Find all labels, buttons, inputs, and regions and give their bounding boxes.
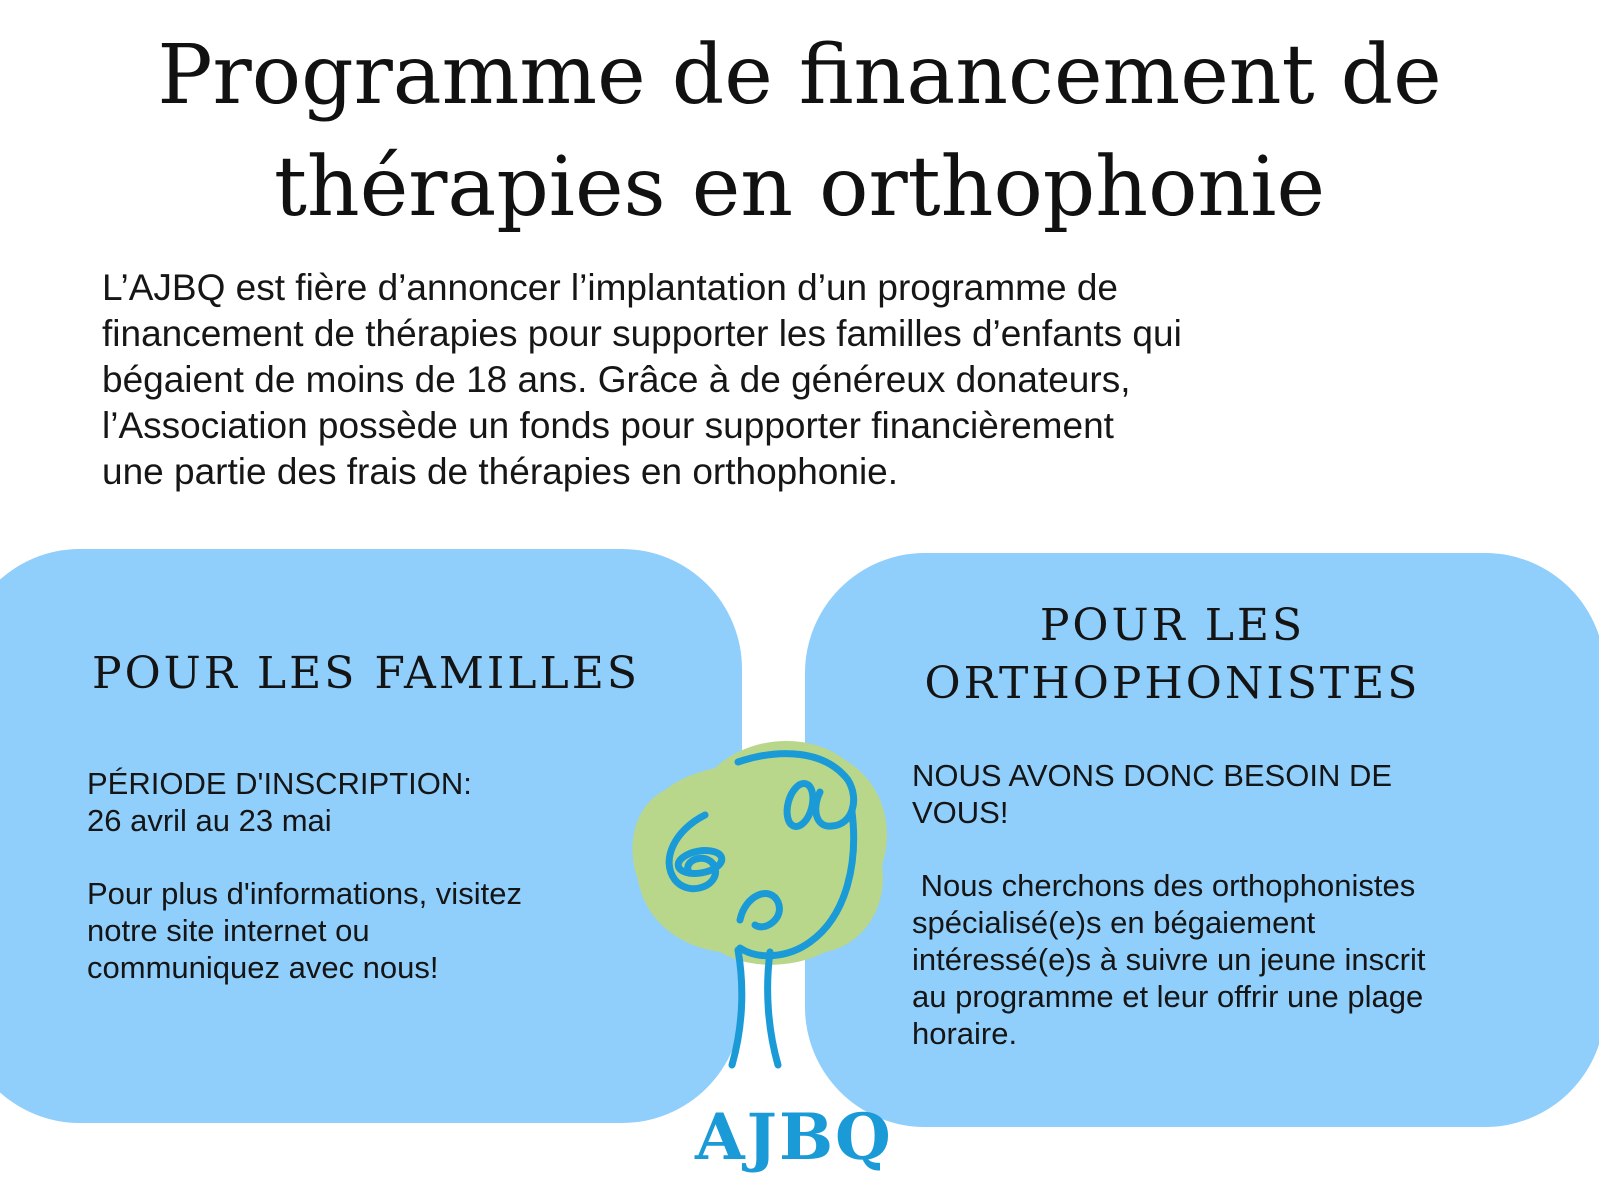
intro-paragraph <box>102 265 1482 495</box>
therapists-need-line: VOUS! <box>912 795 1009 830</box>
therapists-heading-line-2: ORTHOPHONISTES <box>924 658 1421 709</box>
title-line-1: Programme de financement de <box>157 28 1442 123</box>
therapists-body-line: au programme et leur offrir une plage <box>912 979 1424 1014</box>
therapists-heading <box>880 597 1465 713</box>
families-info-line: Pour plus d'informations, visitez <box>87 876 522 911</box>
families-info-line: notre site internet ou <box>87 913 370 948</box>
intro-line: une partie des frais de thérapies en orthophonie. <box>102 451 899 492</box>
therapists-need <box>912 757 1392 831</box>
therapists-body <box>912 867 1425 1052</box>
therapists-body-line: spécialisé(e)s en bégaiement <box>912 905 1316 940</box>
therapists-body-line: horaire. <box>912 1016 1018 1051</box>
intro-line: financement de thérapies pour supporter les familles d’enfants qui <box>102 313 1182 354</box>
registration-period <box>87 765 472 839</box>
page-title <box>0 20 1599 244</box>
registration-dates: 26 avril au 23 mai <box>87 803 332 838</box>
intro-line: L’AJBQ est fière d’annoncer l’implantation d’un programme de <box>102 267 1119 308</box>
tree-trunk-left <box>732 950 742 1065</box>
intro-line: bégaient de moins de 18 ans. Grâce à de généreux donateurs, <box>102 359 1131 400</box>
tree-trunk-right <box>768 952 778 1065</box>
therapists-body-line: intéressé(e)s à suivre un jeune inscrit <box>912 942 1426 977</box>
ajbq-logo-text: AJBQ <box>695 1100 893 1175</box>
families-heading: POUR LES FAMILLES <box>92 648 640 699</box>
title-line-2: thérapies en orthophonie <box>273 140 1326 235</box>
tree-icon <box>620 720 910 1080</box>
therapists-need-line: NOUS AVONS DONC BESOIN DE <box>912 758 1393 793</box>
registration-label: PÉRIODE D'INSCRIPTION: <box>87 766 472 801</box>
therapists-body-line: Nous cherchons des orthophonistes <box>912 868 1416 903</box>
families-info <box>87 875 522 986</box>
intro-line: l’Association possède un fonds pour supporter financièrement <box>102 405 1114 446</box>
families-info-line: communiquez avec nous! <box>87 950 439 985</box>
therapists-heading-line-1: POUR LES <box>1039 600 1306 651</box>
